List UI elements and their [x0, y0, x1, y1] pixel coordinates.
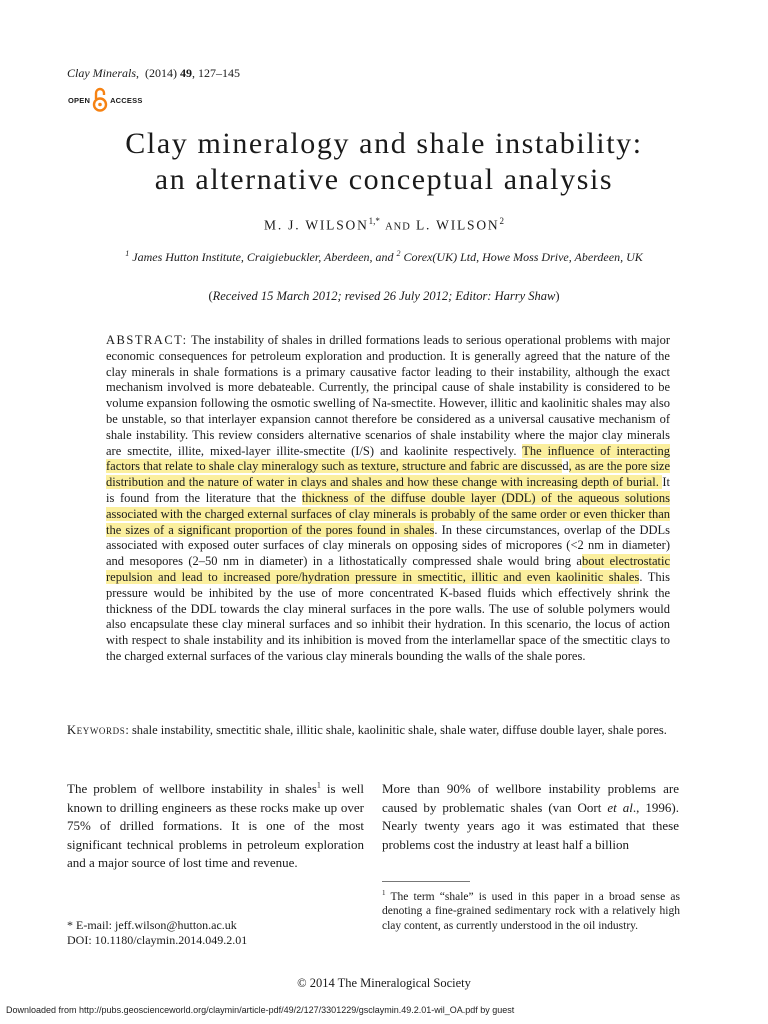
open-access-right: ACCESS: [110, 95, 143, 105]
received-dates: [0, 289, 768, 304]
abstract-text-2: d: [562, 459, 569, 474]
journal-citation: Clay Minerals, (2014) 49, 127–145: [67, 66, 240, 80]
copyright: © 2014 The Mineralogical Society: [297, 976, 471, 990]
affiliations: [0, 249, 768, 265]
footnote-ref[interactable]: 1: [316, 780, 321, 790]
body-left-text-2: is well known to drilling engineers as these rocks make up over 75% of drilled formations. It is one of the most significant technical problems in petroleum exploration and a major source of lost time and revenue.: [67, 781, 364, 870]
authors-and: AND: [385, 221, 411, 233]
affil-part-2: Corex(UK) Ltd, Howe Moss Drive, Aberdeen, UK: [403, 250, 643, 264]
received-text: Received 15 March 2012; revised 26 July 2012; Editor: Harry Shaw: [212, 289, 556, 303]
body-right-etal: et al: [607, 799, 633, 815]
abstract-text-1: The instability of shales in drilled formations leads to serious operational problems with major economic consequences for petroleum exploration and production. It is generally agreed that the nature of the clay minerals in shale formations is a primary causative factor leading to their instability, although the exact mechanism involved is more debateable. Currently, the principal cause of shale instability is considered to be volume expansion following the osmotic swelling of Na-smectite. However, illitic and kaolinitic shales may also be unstable, so that interlayer expansion cannot therefore be considered as a universal causative mechanism of shale instability. This review considers alternative scenarios of shale instability where the major clay minerals are smectite, illite, mixed-layer illite-smectite (I/S) and kaolinite respectively.: [106, 333, 670, 458]
abstract-text-4: . In these circumstances, overlap of the DDLs associated with exposed outer surfaces of clay minerals on opposing sides of micropores (<2 nm in diameter) and mesopores (2–50 nm in diameter) in a lithostatically compressed shale would bring a: [106, 522, 670, 569]
open-access-logo[interactable]: [68, 86, 143, 114]
keywords-text: shale instability, smectitic shale, illitic shale, kaolinitic shale, shale water, diffuse double layer, shale pores.: [128, 723, 667, 737]
footnote: [382, 886, 680, 933]
keywords-colon: :: [125, 723, 129, 737]
journal-pages: 127–145: [198, 66, 240, 80]
abstract-text-3: It is found from the literature that the: [106, 475, 670, 505]
open-access-left: OPEN: [68, 95, 91, 105]
affil-part-1: James Hutton Institute, Craigiebuckler, Aberdeen, and: [132, 250, 394, 264]
body-left-text-1: The problem of wellbore instability in shales: [67, 781, 317, 796]
footnote-text: The term “shale” is used in this paper in a broad sense as denoting a fine-grained sedimentary rock with a relatively high clay content, as currently understood in the oil industry.: [382, 890, 680, 932]
correspondence: [67, 918, 247, 948]
abstract-highlight-3: thickness of the diffuse double layer (DDL) of the aqueous solutions associated with the charged external surfaces of clay minerals is probably of the same order or even thicker than the sizes of a significant proportion of the pores found in shales: [106, 490, 671, 537]
body-column-left: [67, 780, 364, 873]
keywords-label: Keywords: [67, 723, 126, 737]
author-email[interactable]: * E-mail: jeff.wilson@hutton.ac.uk: [67, 918, 237, 932]
affil-sup-1: 1: [125, 249, 130, 258]
abstract-highlight-2: , as are the pore size distribution and the nature of water in clays and shales and how these change with increasing depth of burial.: [106, 459, 671, 490]
author-1-sup: 1,*: [368, 216, 380, 226]
body-column-right: [382, 780, 679, 854]
body-right-text-1: More than 90% of wellbore instability problems are caused by problematic shales (van Oort: [382, 781, 679, 815]
title-line-2: an alternative conceptual analysis: [154, 163, 614, 196]
abstract-label: ABSTRACT:: [106, 333, 188, 347]
keywords: [67, 722, 681, 738]
abstract-highlight-1: The influence of interacting factors that relate to shale clay mineralogy such as texture, structure and fabric are discusse: [106, 443, 670, 474]
received-open: (: [208, 289, 213, 303]
abstract: [106, 333, 670, 665]
journal-volume: 49: [180, 66, 192, 80]
download-notice: Downloaded from http://pubs.geoscienceworld.org/claymin/article-pdf/49/2/127/3301229/gsclaymin.49.2.01-wil_OA.pdf by guest: [6, 1005, 515, 1015]
journal-name: Clay Minerals: [67, 66, 136, 80]
affil-sup-2: 2: [396, 249, 401, 258]
footnote-number: 1: [382, 889, 386, 897]
author-2-sup: 2: [499, 216, 504, 226]
doi[interactable]: DOI: 10.1180/claymin.2014.049.2.01: [67, 933, 248, 947]
abstract-text-5: . This pressure would be inhibited by the use of more concentrated K-based fluids which effectively shrink the thickness of the DDL towards the clay mineral surfaces in the pore walls. The use of soluble polymers would also encapsulate these clay mineral surfaces and so inhibit their hydration. In this scenario, the locus of action with respect to shale instability and its inhibition is moved from the interlamellar space of the smectitic clays to the charged external surfaces of the various clay minerals bounding the walls of the shale pores.: [106, 569, 670, 663]
footnote-divider: [382, 881, 470, 882]
title-line-1: Clay mineralogy and shale instability:: [125, 127, 643, 160]
author-2: L. WILSON: [416, 217, 500, 233]
authors: [0, 216, 768, 234]
journal-year: (2014): [145, 66, 177, 80]
author-1: M. J. WILSON: [264, 217, 369, 233]
article-title: [0, 126, 768, 198]
body-right-text-2: ., 1996). Nearly twenty years ago it was estimated that these problems cost the industry at least half a billion: [382, 799, 679, 852]
abstract-highlight-4: bout electrostatic repulsion and lead to increased pore/hydration pressure in smectitic, illitic and even kaolinitic shales: [106, 554, 670, 584]
received-close: ): [555, 289, 560, 303]
open-lock-icon: [92, 87, 108, 113]
